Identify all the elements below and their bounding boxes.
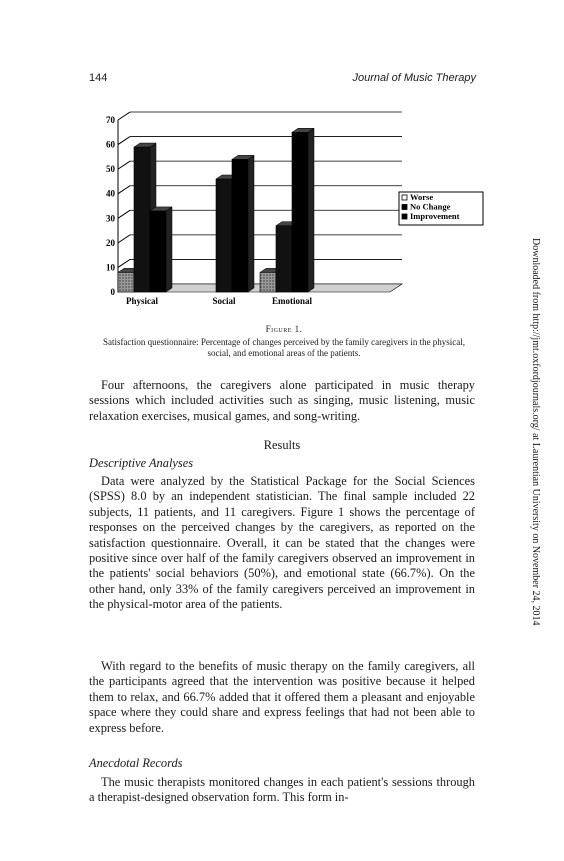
anecdotal-records-heading: Anecdotal Records — [89, 756, 183, 770]
grid-line-diagonal — [118, 210, 130, 218]
y-tick-label: 40 — [106, 188, 115, 199]
x-tick-label: Emotional — [271, 296, 313, 306]
legend-label: No Change — [410, 201, 451, 212]
download-watermark: Downloaded from http://jmt.oxfordjournals.org/ at Laurentian University on November 24, 2014 — [530, 238, 541, 626]
y-tick-label: 50 — [106, 164, 115, 175]
caption-text: Satisfaction questionnaire: Percentage of changes perceived by the family caregivers in the physical, social, and emotional areas of the patients. — [102, 337, 466, 358]
legend-label: Improvement — [410, 211, 460, 221]
bar-improvement-physical — [150, 211, 166, 292]
paragraph-caregiver-benefits: With regard to the benefits of music therapy on the family caregivers, all the participants agreed that the intervention was positive because it helped them to relax, and 66.7% added that it offered them a pleasant and enjoyable space where they could share and express feelings that had not been able to express before. — [89, 659, 475, 735]
bar-worse-emotional — [260, 272, 276, 292]
bar-chart — [80, 100, 500, 310]
y-axis-ticks — [106, 115, 116, 297]
chart-legend — [399, 192, 483, 225]
grid-line-diagonal — [118, 137, 130, 145]
legend-swatch — [402, 205, 407, 210]
y-tick-label: 0 — [110, 287, 115, 297]
page-number: 144 — [89, 72, 108, 84]
grid-line-diagonal — [118, 161, 130, 169]
y-tick-label: 70 — [106, 115, 115, 125]
grid-line-diagonal — [118, 186, 130, 194]
x-tick-label: Physical — [125, 296, 159, 306]
y-tick-label: 20 — [106, 237, 115, 248]
paragraph-data-analysis: Data were analyzed by the Statistical Package for the Social Sciences (SPSS) 8.0 by an independent statistician. The final sample included 22 subjects, 11 patients, and 11 caregivers. Figure 1 shows the percentage of responses on the perceived changes by the caregivers, as reported on the satisfaction questionnaire. Overall, it can be stated that the changes were positive since over half of the family caregivers observed an improvement in the patients' social behaviors (50%), and emotional state (66.7%). On the other hand, only 33% of the family caregivers perceived an improvement in the physical-motor area of the patients. — [89, 474, 475, 612]
figure-caption — [92, 324, 476, 359]
grid-line-diagonal — [118, 235, 130, 243]
grid-line-diagonal — [118, 112, 130, 120]
descriptive-analyses-heading: Descriptive Analyses — [89, 456, 194, 470]
bar-worse-physical — [118, 272, 134, 292]
legend-label: Worse — [410, 192, 434, 202]
figure-label: Figure 1. — [265, 324, 303, 334]
paragraph-sessions: Four afternoons, the caregivers alone participated in music therapy sessions which included activities such as singing, music listening, music relaxation exercises, musical games, and song-writing. — [89, 378, 475, 423]
bar-improvement-emotional — [292, 132, 308, 292]
legend-swatch — [402, 195, 407, 200]
paragraph-anecdotal: The music therapists monitored changes in each patient's sessions through a therapist-designed observation form. This form in- — [89, 775, 475, 805]
bar-improvement-social — [232, 159, 248, 292]
legend-swatch — [402, 214, 407, 219]
x-axis-labels — [126, 296, 313, 306]
bar-no-change-physical — [134, 147, 150, 292]
y-tick-label: 60 — [106, 139, 115, 150]
bar-side-improvement-social — [248, 155, 254, 292]
journal-title: Journal of Music Therapy — [352, 72, 476, 84]
results-heading: Results — [263, 438, 301, 452]
y-tick-label: 30 — [106, 213, 115, 224]
bar-side-improvement-emotional — [308, 128, 314, 292]
y-tick-label: 10 — [106, 262, 115, 273]
x-tick-label: Social — [212, 296, 236, 306]
grid-line-diagonal — [118, 259, 130, 267]
bar-no-change-emotional — [276, 226, 292, 292]
bar-side-improvement-physical — [166, 207, 172, 292]
bar-no-change-social — [216, 179, 232, 292]
